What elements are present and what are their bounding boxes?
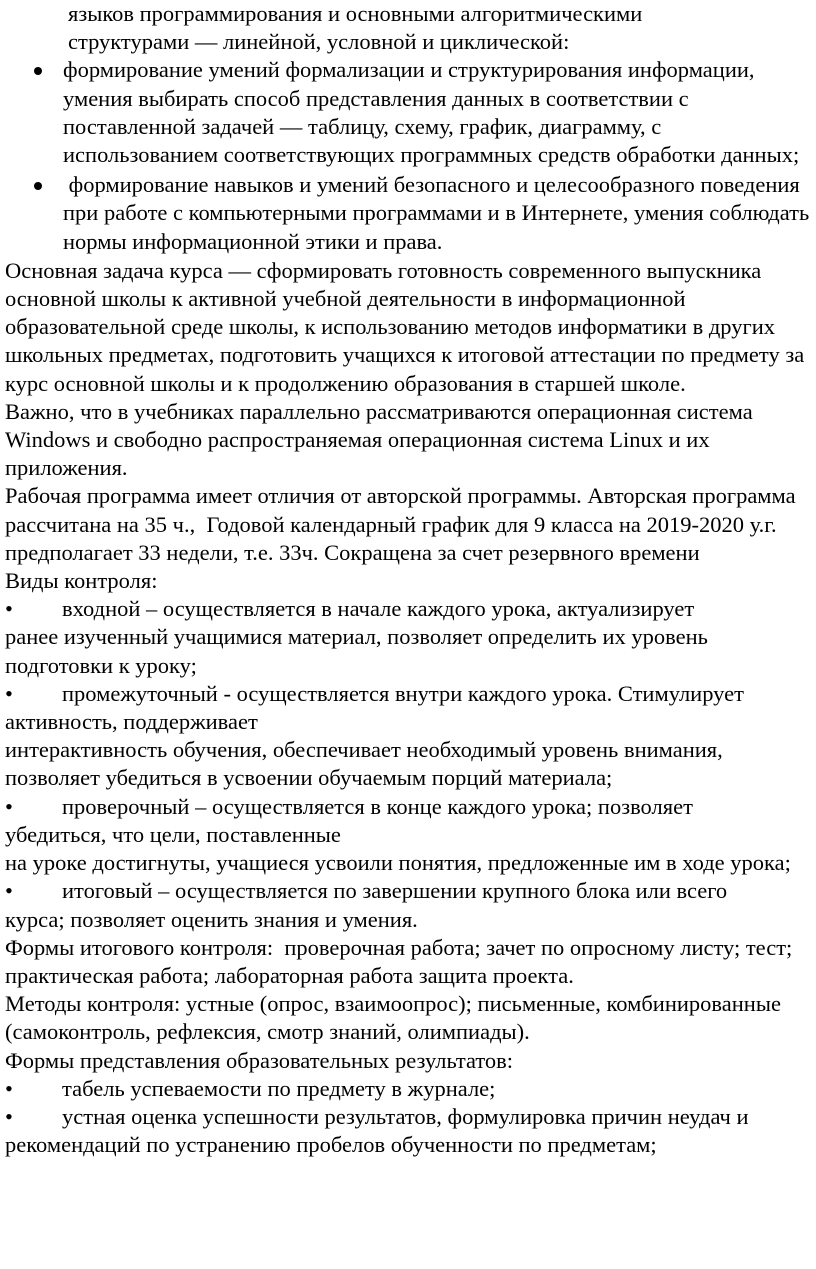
bullet-icon: • xyxy=(5,1075,13,1101)
list-item-continuation: убедиться, что цели, поставленные xyxy=(5,821,341,847)
list-item xyxy=(5,793,813,821)
list-item xyxy=(5,1103,813,1131)
paragraph-control-methods: Методы контроля: устные (опрос, взаимоопрос); письменные, комбинированные (самоконтроль, рефлексия, смотр знаний, олимпиады). xyxy=(5,991,781,1045)
list-item xyxy=(5,680,813,708)
list-item-text: табель успеваемости по предмету в журнале; xyxy=(62,1075,496,1101)
paragraph-final-control-forms: Формы итогового контроля: проверочная работа; зачет по опросному листу; тест; практическая работа; лабораторная работа защита проекта. xyxy=(5,934,798,988)
list-item-text: устная оценка успешности результатов, формулировка причин неудач и xyxy=(62,1103,749,1129)
text-line: структурами — линейной, условной и циклической: xyxy=(68,29,570,55)
list-item-continuation: курса; позволяет оценить знания и умения. xyxy=(5,906,418,932)
bullet-icon: • xyxy=(5,596,13,622)
bullet-icon xyxy=(34,182,42,190)
list-item-continuation: активность, поддерживает xyxy=(5,709,258,735)
bullet-icon: • xyxy=(5,680,13,706)
control-list xyxy=(5,595,813,933)
bullet-icon: • xyxy=(5,878,13,904)
control-heading: Виды контроля: xyxy=(5,568,158,594)
list-item-continuation: рекомендаций по устранению пробелов обученности по предметам; xyxy=(5,1132,657,1158)
results-list xyxy=(5,1075,813,1160)
list-item-continuation: ранее изученный учащимися материал, позволяет определить их уровень подготовки к уроку; xyxy=(5,624,708,678)
list-item xyxy=(5,1075,813,1103)
bullet-icon: • xyxy=(5,793,13,819)
paragraph-main-task: Основная задача курса — сформировать готовность современного выпускника основной школы к активной учебной деятельности в информационной образовательной среде школы, к использованию методов информатики в других школьных предметах, подготовить учащихся к итоговой аттестации по предмету за курс основной школы и к продолжению образования в старшей школе. xyxy=(5,257,805,396)
paragraph-os: Важно, что в учебниках параллельно рассматриваются операционная система Windows и свободно распространяемая операционная система Linux и их приложения. xyxy=(5,398,753,481)
list-item xyxy=(5,171,813,256)
list-item xyxy=(5,56,813,169)
list-item-continuation: на уроке достигнуты, учащиеся усвоили понятия, предложенные им в ходе урока; xyxy=(5,850,791,876)
list-item xyxy=(5,877,813,905)
list-item-text: промежуточный - осуществляется внутри каждого урока. Стимулирует xyxy=(62,680,744,706)
list-item-text: входной – осуществляется в начале каждого урока, актуализирует xyxy=(62,596,695,622)
bullet-icon: • xyxy=(5,1103,13,1129)
list-item-text: формирование умений формализации и структурирования информации, умения выбирать способ представления данных в соответствии с поставленной задачей — таблицу, схему, график, диаграмму, с использованием соответствующих программных средств обработки данных; xyxy=(63,57,800,168)
list-item-text: формирование навыков и умений безопасного и целесообразного поведения при работе с компьютерными программами и в Интернете, умения соблюдать нормы информационной этики и права. xyxy=(63,172,815,254)
list-item-text: итоговый – осуществляется по завершении крупного блока или всего xyxy=(62,878,728,904)
bullet-icon xyxy=(34,67,42,75)
list-item xyxy=(5,595,813,623)
paragraph-program: Рабочая программа имеет отличия от авторской программы. Авторская программа рассчитана на 35 ч., Годовой календарный график для 9 класса на 2019-2020 у.г. предполагает 33 недели, т.е. 33ч. Сокращена за счет резервного времени xyxy=(5,483,802,565)
list-item-text: проверочный – осуществляется в конце каждого урока; позволяет xyxy=(62,793,693,819)
text-line: языков программирования и основными алгоритмическими xyxy=(68,1,643,26)
goal-bullet-list xyxy=(5,56,813,255)
list-item-continuation: интерактивность обучения, обеспечивает необходимый уровень внимания, позволяет убедиться в усвоении обучаемым порций материала; xyxy=(5,737,723,791)
results-heading: Формы представления образовательных результатов: xyxy=(5,1047,514,1073)
intro-continuation xyxy=(5,0,813,56)
